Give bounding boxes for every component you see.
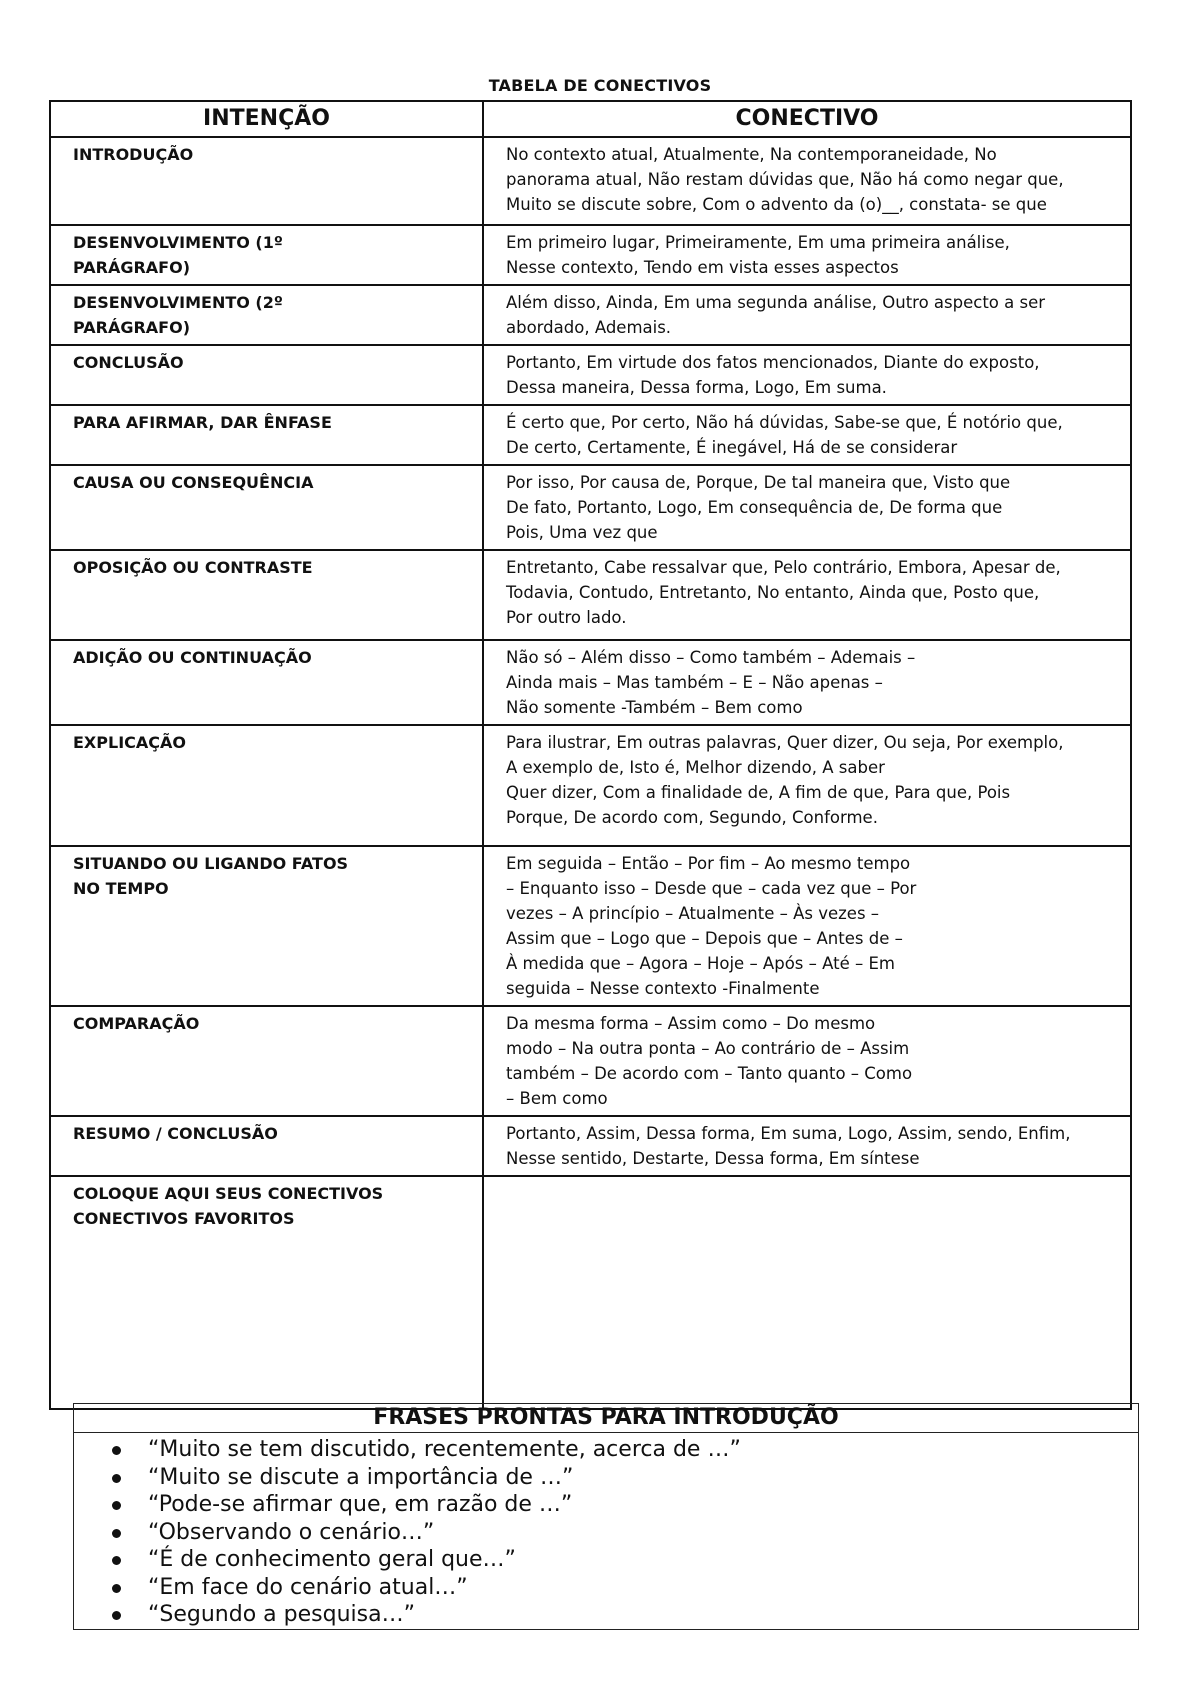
- conectivo-text: De fato, Portanto, Logo, Em consequência de, De forma que: [506, 498, 1003, 517]
- conectivo-text: panorama atual, Não restam dúvidas que, Não há como negar que,: [506, 170, 1064, 189]
- intencao-cell: [50, 550, 483, 640]
- intencao-text: CONECTIVOS FAVORITOS: [73, 1209, 295, 1228]
- intencao-text: COMPARAÇÃO: [73, 1014, 200, 1033]
- conectivo-text: Muito se discute sobre, Com o advento da (o)__, constata- se que: [506, 195, 1047, 214]
- list-item: [112, 1436, 1138, 1464]
- intencao-text: RESUMO / CONCLUSÃO: [73, 1124, 278, 1143]
- conectivo-cell: [483, 1006, 1131, 1116]
- conectivo-text: À medida que – Agora – Hoje – Após – Até – Em: [506, 954, 895, 973]
- intencao-cell: [50, 846, 483, 1006]
- intencao-text: PARÁGRAFO): [73, 318, 191, 337]
- intencao-text: ADIÇÃO OU CONTINUAÇÃO: [73, 648, 312, 667]
- intencao-cell: [50, 345, 483, 405]
- conectivo-cell: [483, 405, 1131, 465]
- phrase-text: “Muito se discute a importância de …”: [148, 1464, 574, 1490]
- conectivo-text: Não só – Além disso – Como também – Ademais –: [506, 648, 916, 667]
- phrase-text: “Segundo a pesquisa…”: [148, 1602, 415, 1627]
- conectivo-text: Ainda mais – Mas também – E – Não apenas –: [506, 673, 883, 692]
- table-row: [50, 1176, 1131, 1409]
- conectivo-text: Além disso, Ainda, Em uma segunda análise, Outro aspecto a ser: [506, 293, 1046, 312]
- bullet-icon: [112, 1584, 121, 1593]
- table-row: [50, 1006, 1131, 1116]
- conectivo-cell: [483, 846, 1131, 1006]
- conectivo-text: Para ilustrar, Em outras palavras, Quer dizer, Ou seja, Por exemplo,: [506, 733, 1064, 752]
- intencao-cell: [50, 465, 483, 550]
- intencao-text: DESENVOLVIMENTO (1º: [73, 233, 283, 252]
- conectivo-text: A exemplo de, Isto é, Melhor dizendo, A saber: [506, 758, 885, 777]
- intencao-text: DESENVOLVIMENTO (2º: [73, 293, 283, 312]
- table-row: [50, 640, 1131, 725]
- table-row: [50, 345, 1131, 405]
- conectivo-text: Nesse contexto, Tendo em vista esses aspectos: [506, 258, 899, 277]
- list-item: [112, 1519, 1138, 1547]
- conectivo-text: Portanto, Em virtude dos fatos mencionados, Diante do exposto,: [506, 353, 1040, 372]
- phrase-text: “É de conhecimento geral que…”: [148, 1547, 516, 1572]
- intencao-cell: [50, 137, 483, 225]
- conectivo-cell: [483, 1116, 1131, 1176]
- intencao-text: OPOSIÇÃO OU CONTRASTE: [73, 558, 313, 577]
- conectivo-text: Assim que – Logo que – Depois que – Antes de –: [506, 929, 903, 948]
- intencao-cell: [50, 1176, 483, 1409]
- intencao-cell: [50, 725, 483, 846]
- intencao-cell: [50, 405, 483, 465]
- conectivo-text: seguida – Nesse contexto -Finalmente: [506, 979, 820, 998]
- conectivo-text: Em seguida – Então – Por fim – Ao mesmo tempo: [506, 854, 911, 873]
- intencao-cell: [50, 1116, 483, 1176]
- conectivo-cell: [483, 725, 1131, 846]
- intencao-text: CONCLUSÃO: [73, 353, 184, 372]
- bullet-icon: [112, 1501, 121, 1510]
- table-row: [50, 285, 1131, 345]
- conectivo-cell: [483, 285, 1131, 345]
- conectivo-text: Portanto, Assim, Dessa forma, Em suma, Logo, Assim, sendo, Enfim,: [506, 1124, 1071, 1143]
- bullet-icon: [112, 1611, 121, 1620]
- list-item: [112, 1491, 1138, 1519]
- conectivo-text: Em primeiro lugar, Primeiramente, Em uma primeira análise,: [506, 233, 1010, 252]
- header-intencao: INTENÇÃO: [50, 101, 483, 137]
- conectivo-text: Porque, De acordo com, Segundo, Conforme.: [506, 808, 878, 827]
- bullet-icon: [112, 1474, 121, 1483]
- conectivo-text: No contexto atual, Atualmente, Na contemporaneidade, No: [506, 145, 997, 164]
- conectivo-cell: [483, 225, 1131, 285]
- table-row: [50, 225, 1131, 285]
- conectivo-text: Dessa maneira, Dessa forma, Logo, Em suma.: [506, 378, 887, 397]
- conectivo-cell: [483, 465, 1131, 550]
- conectivo-text: Por outro lado.: [506, 608, 627, 627]
- conectivo-text: – Bem como: [506, 1089, 608, 1108]
- intencao-text: INTRODUÇÃO: [73, 145, 194, 164]
- conectivo-text: modo – Na outra ponta – Ao contrário de – Assim: [506, 1039, 910, 1058]
- conectivo-cell: [483, 137, 1131, 225]
- conectivo-text: Quer dizer, Com a finalidade de, A fim de que, Para que, Pois: [506, 783, 1011, 802]
- conectivo-text: vezes – A princípio – Atualmente – Às vezes –: [506, 904, 880, 923]
- bullet-icon: [112, 1529, 121, 1538]
- conectivo-text: Por isso, Por causa de, Porque, De tal maneira que, Visto que: [506, 473, 1011, 492]
- intencao-cell: [50, 640, 483, 725]
- conectivo-text: Nesse sentido, Destarte, Dessa forma, Em síntese: [506, 1149, 920, 1168]
- conectivo-text: De certo, Certamente, É inegável, Há de se considerar: [506, 438, 958, 457]
- bullet-icon: [112, 1446, 121, 1455]
- conectivo-text: Não somente -Também – Bem como: [506, 698, 803, 717]
- intencao-text: CAUSA OU CONSEQUÊNCIA: [73, 473, 314, 492]
- conectivo-cell: [483, 550, 1131, 640]
- phrase-text: “Muito se tem discutido, recentemente, acerca de …”: [148, 1437, 741, 1462]
- conectivo-cell: [483, 640, 1131, 725]
- intencao-text: EXPLICAÇÃO: [73, 733, 186, 752]
- conectivo-cell: [483, 345, 1131, 405]
- table-row: [50, 1116, 1131, 1176]
- table-header-row: [50, 101, 1131, 137]
- intencao-cell: [50, 1006, 483, 1116]
- conectivo-text: Pois, Uma vez que: [506, 523, 658, 542]
- conectivo-cell: [483, 1176, 1131, 1409]
- intencao-cell: [50, 225, 483, 285]
- table-row: [50, 550, 1131, 640]
- list-item: [112, 1464, 1138, 1492]
- phrase-text: “Pode-se afirmar que, em razão de …”: [148, 1492, 573, 1517]
- list-item: [112, 1601, 1138, 1629]
- table-row: [50, 846, 1131, 1006]
- conectivo-text: também – De acordo com – Tanto quanto – Como: [506, 1064, 913, 1083]
- ready-phrases-title: FRASES PRONTAS PARA INTRODUÇÃO: [74, 1404, 1138, 1433]
- table-row: [50, 137, 1131, 225]
- intencao-cell: [50, 285, 483, 345]
- intencao-text: PARÁGRAFO): [73, 258, 191, 277]
- phrase-text: “Em face do cenário atual…”: [148, 1574, 468, 1600]
- table-row: [50, 465, 1131, 550]
- intencao-text: COLOQUE AQUI SEUS CONECTIVOS: [73, 1184, 384, 1203]
- header-conectivo: CONECTIVO: [483, 101, 1131, 137]
- table-row: [50, 405, 1131, 465]
- intencao-text: SITUANDO OU LIGANDO FATOS: [73, 854, 349, 873]
- phrase-text: “Observando o cenário…”: [148, 1519, 435, 1545]
- conectivo-text: É certo que, Por certo, Não há dúvidas, Sabe-se que, É notório que,: [506, 413, 1063, 432]
- ready-phrases-box: [73, 1403, 1139, 1630]
- bullet-icon: [112, 1556, 121, 1565]
- conectivo-text: abordado, Ademais.: [506, 318, 672, 337]
- list-item: [112, 1574, 1138, 1602]
- conectivo-text: Todavia, Contudo, Entretanto, No entanto, Ainda que, Posto que,: [506, 583, 1040, 602]
- intencao-text: PARA AFIRMAR, DAR ÊNFASE: [73, 413, 332, 432]
- conectivo-text: Entretanto, Cabe ressalvar que, Pelo contrário, Embora, Apesar de,: [506, 558, 1061, 577]
- ready-phrases-list: [74, 1433, 1138, 1629]
- conectivo-text: Da mesma forma – Assim como – Do mesmo: [506, 1014, 876, 1033]
- connectives-table: [49, 100, 1132, 1410]
- table-row: [50, 725, 1131, 846]
- intencao-text: NO TEMPO: [73, 879, 169, 898]
- list-item: [112, 1546, 1138, 1574]
- conectivo-text: – Enquanto isso – Desde que – cada vez que – Por: [506, 879, 917, 898]
- document-title: TABELA DE CONECTIVOS: [488, 76, 712, 95]
